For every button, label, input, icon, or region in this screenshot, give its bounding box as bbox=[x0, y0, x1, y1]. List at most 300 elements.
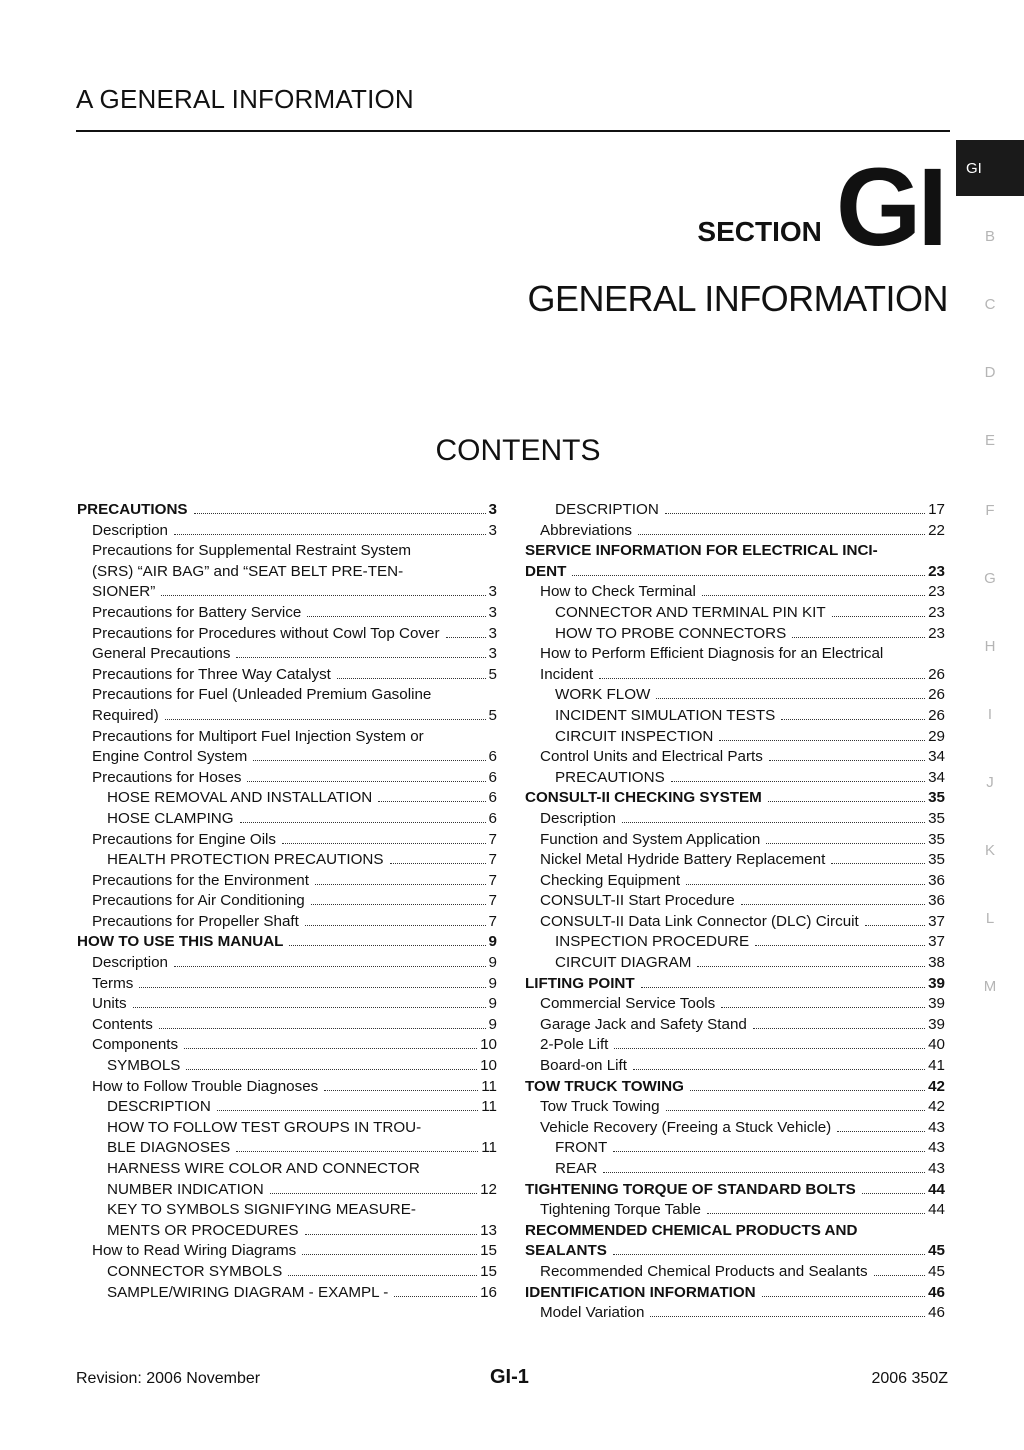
toc-entry[interactable] bbox=[525, 624, 945, 645]
toc-leader-dots bbox=[766, 843, 925, 844]
toc-entry-title: Contents bbox=[92, 1015, 153, 1033]
toc-leader-dots bbox=[161, 595, 485, 596]
toc-entry-page: 11 bbox=[481, 1098, 497, 1116]
toc-entry-page: 23 bbox=[928, 603, 945, 621]
side-tab-gi[interactable]: GI bbox=[956, 140, 1024, 196]
toc-entry-page: 39 bbox=[928, 1015, 945, 1033]
toc-entry[interactable] bbox=[525, 1262, 945, 1283]
toc-entry-title: Precautions for Three Way Catalyst bbox=[92, 665, 331, 683]
toc-leader-dots bbox=[671, 781, 925, 782]
toc-entry[interactable] bbox=[77, 624, 497, 645]
toc-leader-dots bbox=[666, 1110, 926, 1111]
toc-entry[interactable] bbox=[77, 850, 497, 871]
toc-entry[interactable] bbox=[525, 830, 945, 851]
toc-entry-page: 9 bbox=[488, 995, 497, 1013]
toc-leader-dots bbox=[686, 884, 925, 885]
toc-entry-title: Tightening Torque Table bbox=[540, 1201, 701, 1219]
toc-entry-title: How to Check Terminal bbox=[540, 583, 696, 601]
toc-entry-title: RECOMMENDED CHEMICAL PRODUCTS AND bbox=[525, 1221, 858, 1239]
toc-leader-dots bbox=[337, 678, 486, 679]
toc-entry[interactable] bbox=[525, 1015, 945, 1036]
toc-leader-dots bbox=[270, 1193, 477, 1194]
toc-entry[interactable] bbox=[525, 1097, 945, 1118]
toc-entry-page: 10 bbox=[480, 1057, 497, 1075]
toc-leader-dots bbox=[186, 1069, 477, 1070]
toc-entry[interactable] bbox=[525, 850, 945, 871]
toc-entry-page: 7 bbox=[488, 851, 497, 869]
toc-entry-page: 43 bbox=[928, 1160, 945, 1177]
toc-entry[interactable] bbox=[77, 994, 497, 1015]
section-side-tabs bbox=[956, 140, 1024, 1040]
toc-entry[interactable] bbox=[525, 1200, 945, 1221]
toc-entry-page: 37 bbox=[928, 933, 945, 951]
toc-entry[interactable] bbox=[525, 603, 945, 624]
toc-entry-page: 37 bbox=[928, 912, 945, 930]
toc-leader-dots bbox=[650, 1316, 925, 1317]
toc-entry[interactable] bbox=[525, 768, 945, 789]
toc-entry-title: CONNECTOR AND TERMINAL PIN KIT bbox=[555, 603, 826, 621]
toc-entry-title: CIRCUIT INSPECTION bbox=[555, 727, 714, 745]
toc-entry-page: 9 bbox=[488, 933, 497, 951]
toc-entry[interactable] bbox=[525, 788, 945, 809]
toc-leader-dots bbox=[247, 781, 485, 782]
toc-leader-dots bbox=[236, 657, 485, 658]
toc-entry-title: SIONER” bbox=[92, 583, 156, 601]
toc-entry-page: 34 bbox=[928, 748, 945, 766]
toc-entry-page: 35 bbox=[928, 851, 945, 869]
toc-entry-page: 23 bbox=[928, 562, 945, 580]
toc-entry-page: 35 bbox=[928, 809, 945, 827]
toc-entry-title: SEALANTS bbox=[525, 1242, 607, 1260]
toc-entry[interactable] bbox=[77, 788, 497, 809]
toc-entry-page: 3 bbox=[488, 583, 497, 601]
toc-leader-dots bbox=[194, 513, 486, 514]
toc-entry-page: 44 bbox=[928, 1180, 945, 1198]
toc-entry-page: 15 bbox=[480, 1242, 497, 1260]
toc-entry-page: 7 bbox=[488, 912, 497, 930]
toc-entry-page: 43 bbox=[928, 1118, 945, 1136]
toc-leader-dots bbox=[874, 1275, 926, 1276]
toc-entry-page: 41 bbox=[928, 1057, 945, 1075]
toc-entry-page: 45 bbox=[928, 1262, 945, 1280]
toc-entry[interactable] bbox=[525, 562, 945, 583]
toc-entry-title: 2-Pole Lift bbox=[540, 1036, 609, 1054]
toc-entry[interactable] bbox=[77, 1035, 497, 1056]
toc-entry[interactable] bbox=[525, 1118, 945, 1139]
toc-entry-title: Description bbox=[540, 809, 616, 827]
toc-leader-dots bbox=[165, 719, 486, 720]
toc-entry-title: HARNESS WIRE COLOR AND CONNECTOR bbox=[107, 1160, 420, 1177]
toc-entry[interactable] bbox=[77, 665, 497, 686]
toc-entry-page: 29 bbox=[928, 727, 945, 745]
toc-entry[interactable] bbox=[525, 1035, 945, 1056]
toc-leader-dots bbox=[446, 637, 486, 638]
toc-entry bbox=[77, 685, 497, 706]
toc-entry-page: 46 bbox=[928, 1304, 945, 1322]
header-rule bbox=[76, 130, 950, 132]
toc-entry-title: CONNECTOR SYMBOLS bbox=[107, 1262, 283, 1280]
toc-entry-title: INCIDENT SIMULATION TESTS bbox=[555, 706, 776, 724]
toc-entry-title: Checking Equipment bbox=[540, 871, 681, 889]
toc-entry-title: Description bbox=[92, 954, 168, 972]
page-header-title: A GENERAL INFORMATION bbox=[76, 84, 414, 114]
toc-entry-title: BLE DIAGNOSES bbox=[107, 1139, 231, 1157]
toc-entry bbox=[77, 562, 497, 583]
toc-entry-title: CONSULT-II CHECKING SYSTEM bbox=[525, 789, 762, 807]
toc-entry-page: 43 bbox=[928, 1139, 945, 1157]
toc-leader-dots bbox=[719, 740, 925, 741]
toc-leader-dots bbox=[311, 904, 486, 905]
footer-page-number: GI-1 bbox=[490, 1366, 529, 1388]
toc-entry-page: 23 bbox=[928, 583, 945, 601]
section-title: GENERAL INFORMATION bbox=[527, 278, 948, 319]
toc-leader-dots bbox=[792, 637, 925, 638]
toc-leader-dots bbox=[174, 534, 486, 535]
toc-leader-dots bbox=[315, 884, 486, 885]
toc-entry-title: DENT bbox=[525, 562, 567, 580]
toc-entry-page: 3 bbox=[488, 624, 497, 642]
toc-leader-dots bbox=[240, 822, 486, 823]
section-word: SECTION bbox=[697, 216, 822, 247]
toc-entry[interactable] bbox=[77, 1015, 497, 1036]
toc-entry-title: Required) bbox=[92, 706, 159, 724]
toc-leader-dots bbox=[697, 966, 925, 967]
toc-entry-page: 5 bbox=[488, 706, 497, 724]
toc-entry-page: 45 bbox=[928, 1242, 945, 1260]
toc-entry-title: Precautions for Fuel (Unleaded Premium Gasoline bbox=[92, 686, 432, 704]
toc-entry-title: Precautions for Procedures without Cowl Top Cover bbox=[92, 624, 440, 642]
toc-entry[interactable] bbox=[525, 706, 945, 727]
toc-entry-title: HEALTH PROTECTION PRECAUTIONS bbox=[107, 851, 384, 869]
toc-leader-dots bbox=[768, 801, 925, 802]
toc-entry-title: Abbreviations bbox=[540, 521, 633, 539]
toc-entry bbox=[77, 1200, 497, 1221]
toc-leader-dots bbox=[613, 1151, 925, 1152]
toc-entry-title: CONSULT-II Data Link Connector (DLC) Circuit bbox=[540, 912, 859, 930]
toc-entry-page: 38 bbox=[928, 954, 945, 972]
side-tab-m[interactable]: M bbox=[983, 977, 997, 995]
toc-leader-dots bbox=[638, 534, 925, 535]
toc-entry-title: HOW TO PROBE CONNECTORS bbox=[555, 624, 787, 642]
toc-entry-page: 11 bbox=[481, 1077, 497, 1095]
toc-entry[interactable] bbox=[77, 521, 497, 542]
toc-entry[interactable] bbox=[525, 1077, 945, 1098]
toc-entry-title: HOW TO FOLLOW TEST GROUPS IN TROU- bbox=[107, 1118, 422, 1136]
side-tab-f[interactable]: F bbox=[985, 501, 995, 519]
footer-revision: Revision: 2006 November bbox=[76, 1370, 261, 1387]
toc-leader-dots bbox=[741, 904, 925, 905]
toc-leader-dots bbox=[865, 925, 925, 926]
toc-entry[interactable] bbox=[525, 1283, 945, 1304]
toc-entry[interactable] bbox=[77, 768, 497, 789]
toc-entry[interactable] bbox=[77, 830, 497, 851]
toc-entry[interactable] bbox=[525, 1138, 945, 1159]
toc-leader-dots bbox=[755, 945, 925, 946]
toc-entry[interactable] bbox=[77, 1056, 497, 1077]
toc-leader-dots bbox=[307, 616, 485, 617]
toc-leader-dots bbox=[289, 945, 485, 946]
toc-entry[interactable] bbox=[77, 912, 497, 933]
toc-leader-dots bbox=[174, 966, 486, 967]
toc-entry-title: WORK FLOW bbox=[555, 686, 651, 704]
toc-entry-page: 35 bbox=[928, 789, 945, 807]
toc-leader-dots bbox=[236, 1151, 478, 1152]
toc-entry[interactable] bbox=[525, 685, 945, 706]
toc-entry-page: 16 bbox=[480, 1283, 497, 1301]
toc-leader-dots bbox=[707, 1213, 925, 1214]
toc-leader-dots bbox=[139, 987, 485, 988]
toc-entry-title: Board-on Lift bbox=[540, 1057, 627, 1075]
toc-entry[interactable] bbox=[525, 953, 945, 974]
toc-entry-page: 26 bbox=[928, 706, 945, 724]
toc-entry-page: 34 bbox=[928, 768, 945, 786]
toc-entry[interactable] bbox=[525, 1180, 945, 1201]
toc-entry-title: HOSE REMOVAL AND INSTALLATION bbox=[107, 789, 373, 807]
toc-entry bbox=[525, 541, 945, 562]
toc-entry bbox=[77, 727, 497, 748]
side-tab-d[interactable]: D bbox=[984, 363, 996, 381]
toc-entry[interactable] bbox=[525, 521, 945, 542]
toc-entry-title: Precautions for the Environment bbox=[92, 871, 309, 889]
toc-leader-dots bbox=[614, 1048, 925, 1049]
toc-entry-title: Model Variation bbox=[540, 1304, 645, 1322]
contents-title: CONTENTS bbox=[435, 434, 601, 467]
toc-leader-dots bbox=[217, 1110, 478, 1111]
toc-entry-page: 36 bbox=[928, 892, 945, 910]
toc-entry[interactable] bbox=[525, 1056, 945, 1077]
toc-entry bbox=[525, 644, 945, 665]
toc-entry-title: Units bbox=[92, 995, 127, 1013]
toc-entry-title: SAMPLE/WIRING DIAGRAM - EXAMPL - bbox=[107, 1283, 389, 1301]
toc-entry[interactable] bbox=[77, 1262, 497, 1283]
toc-entry[interactable] bbox=[525, 994, 945, 1015]
toc-entry-page: 46 bbox=[928, 1283, 945, 1301]
section-code: GI bbox=[835, 146, 944, 269]
toc-leader-dots bbox=[656, 698, 925, 699]
section-heading bbox=[697, 146, 944, 269]
toc-entry[interactable] bbox=[525, 727, 945, 748]
side-tab-k[interactable]: K bbox=[984, 841, 995, 859]
toc-entry[interactable] bbox=[525, 500, 945, 521]
toc-leader-dots bbox=[599, 678, 925, 679]
toc-entry-page: 26 bbox=[928, 665, 945, 683]
toc-entry[interactable] bbox=[77, 644, 497, 665]
toc-entry[interactable] bbox=[77, 1221, 497, 1242]
toc-entry-title: How to Perform Efficient Diagnosis for an Electrical bbox=[540, 645, 884, 663]
toc-entry-page: 13 bbox=[480, 1221, 497, 1239]
toc-entry-title: INSPECTION PROCEDURE bbox=[555, 933, 750, 951]
toc-entry[interactable] bbox=[77, 1138, 497, 1159]
toc-entry[interactable] bbox=[77, 1180, 497, 1201]
toc-entry-title: Precautions for Propeller Shaft bbox=[92, 912, 299, 930]
side-tab-b[interactable]: B bbox=[984, 227, 995, 245]
toc-entry-page: 6 bbox=[488, 748, 497, 766]
toc-entry-title: REAR bbox=[555, 1160, 598, 1177]
toc-leader-dots bbox=[394, 1296, 477, 1297]
toc-entry-title: PRECAUTIONS bbox=[555, 768, 665, 786]
side-tab-e[interactable]: E bbox=[984, 431, 995, 449]
toc-entry-title: Engine Control System bbox=[92, 748, 248, 766]
toc-leader-dots bbox=[159, 1028, 486, 1029]
toc-entry bbox=[525, 1221, 945, 1242]
toc-entry-title: DESCRIPTION bbox=[555, 501, 659, 518]
toc-entry[interactable] bbox=[525, 1159, 945, 1180]
toc-entry-title: Precautions for Battery Service bbox=[92, 603, 302, 621]
toc-entry-title: CONSULT-II Start Procedure bbox=[540, 892, 735, 910]
toc-left-column bbox=[77, 500, 497, 1303]
toc-entry-title: Precautions for Supplemental Restraint System bbox=[92, 542, 412, 560]
toc-leader-dots bbox=[184, 1048, 477, 1049]
toc-entry-page: 7 bbox=[488, 871, 497, 889]
toc-entry-page: 7 bbox=[488, 830, 497, 848]
side-tab-l[interactable]: L bbox=[985, 909, 995, 927]
toc-entry-page: 9 bbox=[488, 954, 497, 972]
toc-entry-title: Nickel Metal Hydride Battery Replacement bbox=[540, 851, 826, 869]
toc-entry-page: 9 bbox=[488, 1015, 497, 1033]
toc-leader-dots bbox=[665, 513, 925, 514]
toc-entry-title: Garage Jack and Safety Stand bbox=[540, 1015, 747, 1033]
toc-entry-title: Precautions for Engine Oils bbox=[92, 830, 277, 848]
toc-entry-page: 3 bbox=[488, 603, 497, 621]
toc-entry-title: Function and System Application bbox=[540, 830, 761, 848]
toc-entry-page: 22 bbox=[928, 521, 945, 539]
toc-entry[interactable] bbox=[525, 1303, 945, 1324]
toc-entry-title: TIGHTENING TORQUE OF STANDARD BOLTS bbox=[525, 1180, 856, 1198]
toc-entry-title: TOW TRUCK TOWING bbox=[525, 1077, 684, 1095]
toc-entry[interactable] bbox=[77, 891, 497, 912]
toc-entry[interactable] bbox=[77, 809, 497, 830]
toc-leader-dots bbox=[721, 1007, 925, 1008]
footer-model: 2006 350Z bbox=[871, 1370, 948, 1387]
toc-leader-dots bbox=[862, 1193, 925, 1194]
toc-entry[interactable] bbox=[77, 1077, 497, 1098]
toc-entry[interactable] bbox=[77, 974, 497, 995]
toc-entry-title: DESCRIPTION bbox=[107, 1098, 211, 1116]
toc-leader-dots bbox=[769, 760, 925, 761]
toc-entry-page: 39 bbox=[928, 995, 945, 1013]
toc-entry[interactable] bbox=[77, 1241, 497, 1262]
toc-entry-title: MENTS OR PROCEDURES bbox=[107, 1221, 299, 1239]
toc-entry-page: 36 bbox=[928, 871, 945, 889]
toc-entry-page: 12 bbox=[480, 1180, 497, 1198]
toc-entry-page: 10 bbox=[480, 1036, 497, 1054]
toc-leader-dots bbox=[282, 843, 486, 844]
toc-entry-page: 7 bbox=[488, 892, 497, 910]
toc-entry-title: NUMBER INDICATION bbox=[107, 1180, 264, 1198]
toc-entry bbox=[77, 1118, 497, 1139]
toc-entry-title: Control Units and Electrical Parts bbox=[540, 748, 763, 766]
toc-entry-page: 35 bbox=[928, 830, 945, 848]
toc-entry[interactable] bbox=[77, 603, 497, 624]
toc-leader-dots bbox=[837, 1131, 925, 1132]
toc-entry-title: LIFTING POINT bbox=[525, 974, 635, 992]
toc-entry-title: KEY TO SYMBOLS SIGNIFYING MEASURE- bbox=[107, 1201, 416, 1219]
toc-leader-dots bbox=[832, 616, 925, 617]
toc-leader-dots bbox=[572, 575, 925, 576]
toc-leader-dots bbox=[603, 1172, 925, 1173]
toc-entry-title: SERVICE INFORMATION FOR ELECTRICAL INCI- bbox=[525, 542, 878, 560]
toc-entry-title: FRONT bbox=[555, 1139, 608, 1157]
toc-entry-title: General Precautions bbox=[92, 645, 231, 663]
toc-entry bbox=[77, 1159, 497, 1180]
toc-entry-title: HOW TO USE THIS MANUAL bbox=[77, 933, 284, 951]
side-tab-j[interactable]: J bbox=[986, 773, 994, 791]
toc-entry-title: How to Read Wiring Diagrams bbox=[92, 1242, 297, 1260]
toc-entry[interactable] bbox=[525, 582, 945, 603]
toc-entry-page: 3 bbox=[488, 521, 497, 539]
toc-entry-title: Terms bbox=[92, 974, 134, 992]
toc-leader-dots bbox=[133, 1007, 486, 1008]
toc-leader-dots bbox=[702, 595, 925, 596]
toc-entry[interactable] bbox=[77, 500, 497, 521]
toc-entry-page: 5 bbox=[488, 665, 497, 683]
toc-entry-page: 39 bbox=[928, 974, 945, 992]
side-tab-i[interactable]: I bbox=[987, 705, 993, 723]
toc-entry[interactable] bbox=[525, 747, 945, 768]
toc-entry-page: 23 bbox=[928, 624, 945, 642]
toc-entry-title: Precautions for Hoses bbox=[92, 768, 242, 786]
toc-entry-page: 44 bbox=[928, 1201, 945, 1219]
toc-leader-dots bbox=[762, 1296, 925, 1297]
toc-entry[interactable] bbox=[77, 582, 497, 603]
toc-entry-page: 6 bbox=[488, 809, 497, 827]
toc-entry-title: SYMBOLS bbox=[107, 1057, 181, 1075]
toc-leader-dots bbox=[690, 1090, 925, 1091]
toc-entry[interactable] bbox=[77, 747, 497, 768]
toc-entry[interactable] bbox=[525, 912, 945, 933]
toc-entry-title: (SRS) “AIR BAG” and “SEAT BELT PRE-TEN- bbox=[92, 562, 404, 580]
toc-leader-dots bbox=[378, 801, 485, 802]
toc-entry[interactable] bbox=[77, 932, 497, 953]
toc-entry-page: 42 bbox=[928, 1077, 945, 1095]
toc-entry-title: Precautions for Multiport Fuel Injection System or bbox=[92, 727, 424, 745]
toc-entry-title: Tow Truck Towing bbox=[540, 1098, 660, 1116]
toc-entry-title: Vehicle Recovery (Freeing a Stuck Vehicle) bbox=[540, 1118, 832, 1136]
toc-entry[interactable] bbox=[77, 1283, 497, 1304]
toc-entry[interactable] bbox=[77, 1097, 497, 1118]
toc-entry bbox=[77, 541, 497, 562]
toc-leader-dots bbox=[288, 1275, 477, 1276]
toc-leader-dots bbox=[390, 863, 486, 864]
toc-entry-page: 17 bbox=[928, 501, 945, 518]
toc-entry[interactable] bbox=[77, 953, 497, 974]
toc-leader-dots bbox=[633, 1069, 925, 1070]
toc-leader-dots bbox=[641, 987, 925, 988]
toc-entry-title: Precautions for Air Conditioning bbox=[92, 892, 305, 910]
toc-entry-title: Incident bbox=[540, 665, 594, 683]
toc-entry[interactable] bbox=[525, 974, 945, 995]
toc-entry-page: 40 bbox=[928, 1036, 945, 1054]
toc-entry[interactable] bbox=[525, 809, 945, 830]
toc-entry[interactable] bbox=[525, 665, 945, 686]
toc-leader-dots bbox=[305, 1234, 478, 1235]
toc-entry-title: How to Follow Trouble Diagnoses bbox=[92, 1077, 319, 1095]
toc-entry[interactable] bbox=[525, 871, 945, 892]
toc-entry[interactable] bbox=[525, 891, 945, 912]
toc-entry[interactable] bbox=[77, 706, 497, 727]
toc-entry[interactable] bbox=[525, 1241, 945, 1262]
side-tab-g[interactable]: G bbox=[984, 569, 996, 587]
side-tab-h[interactable]: H bbox=[984, 637, 996, 655]
toc-entry-title: CIRCUIT DIAGRAM bbox=[555, 954, 692, 972]
toc-leader-dots bbox=[781, 719, 925, 720]
toc-entry[interactable] bbox=[77, 871, 497, 892]
toc-entry-page: 9 bbox=[488, 974, 497, 992]
toc-entry[interactable] bbox=[525, 932, 945, 953]
toc-leader-dots bbox=[253, 760, 485, 761]
side-tab-c[interactable]: C bbox=[984, 295, 996, 313]
toc-entry-page: 3 bbox=[488, 501, 497, 518]
